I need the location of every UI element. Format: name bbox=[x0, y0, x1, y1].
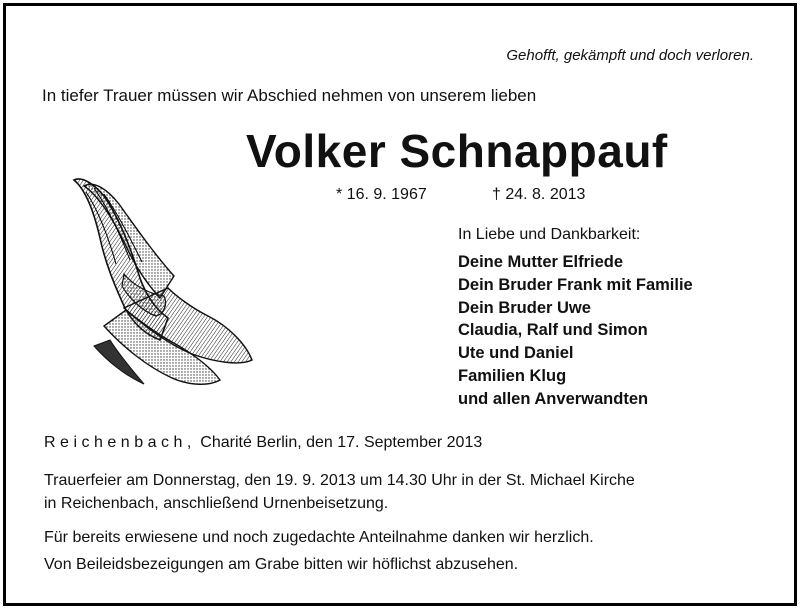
place-date: Charité Berlin, den 17. September 2013 bbox=[200, 434, 483, 451]
intro-text: In tiefer Trauer müssen wir Abschied nehmen von unserem lieben bbox=[42, 86, 537, 105]
closing-line: Von Beileidsbezeigungen am Grabe bitten wir höflichst abzusehen. bbox=[44, 556, 519, 573]
praying-hands-icon bbox=[64, 176, 254, 388]
closing-text bbox=[44, 524, 764, 578]
closing-line: Für bereits erwiesene und noch zugedachte Anteilnahme danken wir herzlich. bbox=[44, 529, 594, 546]
place-date-line bbox=[44, 434, 482, 452]
obituary-notice bbox=[3, 3, 797, 606]
family-list bbox=[458, 251, 693, 411]
motto: Gehofft, gekämpft und doch verloren. bbox=[506, 47, 754, 64]
death-date: † 24. 8. 2013 bbox=[492, 186, 586, 203]
list-item: Ute und Daniel bbox=[458, 344, 574, 363]
thanks-intro: In Liebe und Dankbarkeit: bbox=[458, 226, 641, 243]
list-item: Deine Mutter Elfriede bbox=[458, 253, 624, 271]
deceased-name: Volker Schnappauf bbox=[246, 125, 668, 177]
ceremony-line: in Reichenbach, anschließend Urnenbeisetzung. bbox=[44, 495, 389, 512]
birth-date: * 16. 9. 1967 bbox=[336, 186, 427, 203]
ceremony-line: Trauerfeier am Donnerstag, den 19. 9. 2013 um 14.30 Uhr in der St. Michael Kirche bbox=[44, 472, 635, 489]
list-item: Dein Bruder Frank mit Familie bbox=[458, 275, 693, 294]
list-item: Familien Klug bbox=[458, 366, 567, 385]
list-item: und allen Anverwandten bbox=[458, 389, 649, 408]
list-item: Dein Bruder Uwe bbox=[458, 298, 591, 317]
place: Reichenbach, bbox=[44, 434, 196, 451]
list-item: Claudia, Ralf und Simon bbox=[458, 321, 648, 340]
ceremony-info bbox=[44, 469, 764, 515]
